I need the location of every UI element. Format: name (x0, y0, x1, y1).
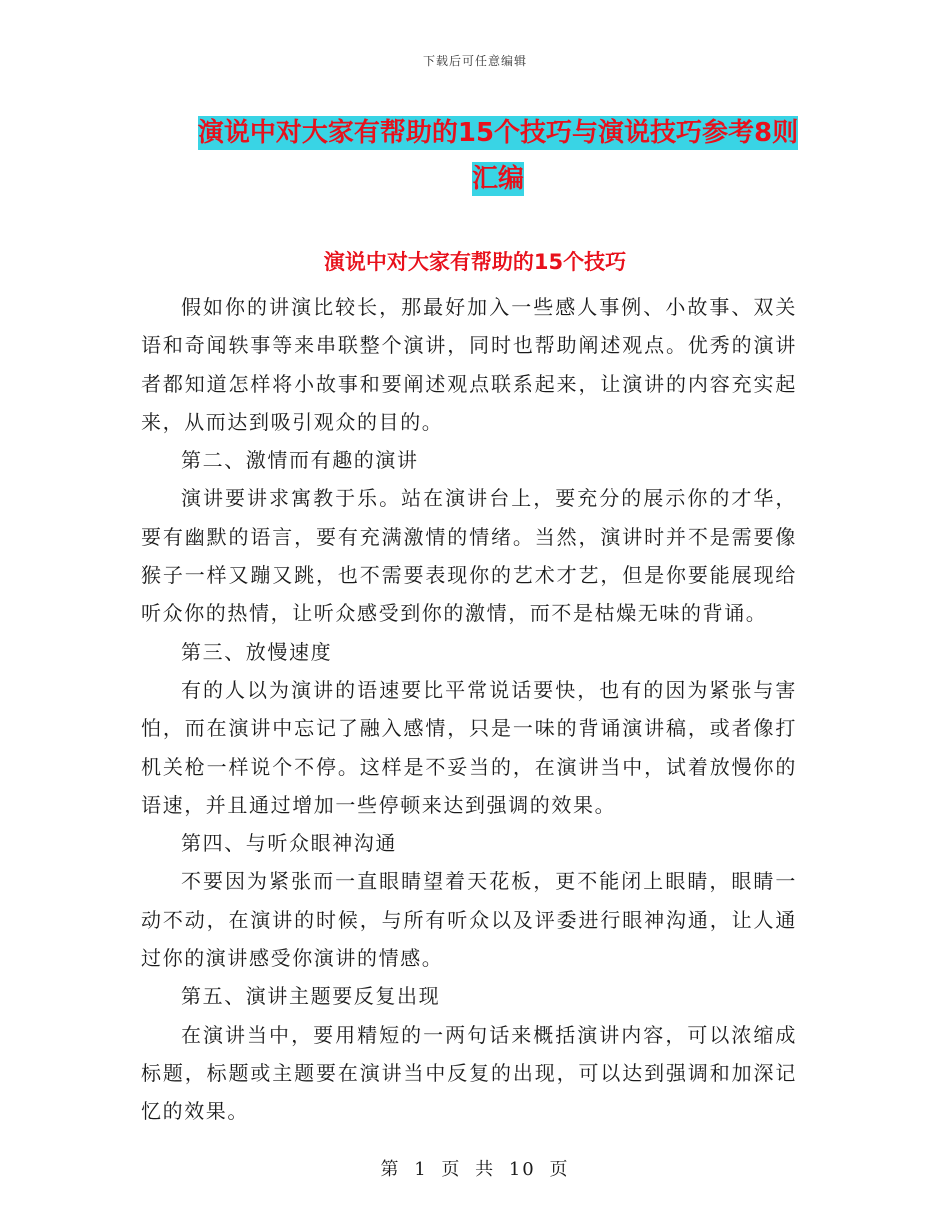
subheading: 第二、激情而有趣的演讲 (181, 448, 419, 473)
body-content (141, 288, 797, 1131)
paragraph: 有的人以为演讲的语速要比平常说话要快，也有的因为紧张与害怕，而在演讲中忘记了融入感情，只是一味的背诵演讲稿，或者像打机关枪一样说个不停。这样是不妥当的，在演讲当中，试着放慢你的语速，并且通过增加一些停顿来达到强调的效果。 (141, 677, 797, 817)
paragraph: 不要因为紧张而一直眼睛望着天花板，更不能闭上眼睛，眼睛一动不动，在演讲的时候，与所有听众以及评委进行眼神沟通，让人通过你的演讲感受你演讲的情感。 (141, 869, 797, 971)
section-title: 演说中对大家有帮助的15个技巧 (323, 250, 627, 274)
subheading: 第五、演讲主题要反复出现 (181, 984, 441, 1009)
document-title-text: 演说中对大家有帮助的15个技巧与演说技巧参考8则汇编 (197, 118, 799, 194)
page-header: 下载后可任意编辑 (422, 54, 527, 68)
paragraph: 演讲要讲求寓教于乐。站在演讲台上，要充分的展示你的才华，要有幽默的语言，要有充满激情的情绪。当然，演讲时并不是需要像猴子一样又蹦又跳，也不需要表现你的艺术才艺，但是你要能展现给听众你的热情，让听众感受到你的激情，而不是枯燥无味的背诵。 (141, 486, 797, 626)
paragraph: 假如你的讲演比较长，那最好加入一些感人事例、小故事、双关语和奇闻轶事等来串联整个演讲，同时也帮助阐述观点。优秀的演讲者都知道怎样将小故事和要阐述观点联系起来，让演讲的内容充实起来，从而达到吸引观众的目的。 (141, 295, 797, 434)
document-title (188, 110, 808, 202)
subheading: 第三、放慢速度 (181, 639, 333, 664)
subheading: 第四、与听众眼神沟通 (181, 831, 397, 856)
paragraph: 在演讲当中，要用精短的一两句话来概括演讲内容，可以浓缩成标题，标题或主题要在演讲当中反复的出现，可以达到强调和加深记忆的效果。 (141, 1022, 797, 1124)
page-footer: 第 1 页 共 10 页 (380, 1159, 570, 1180)
